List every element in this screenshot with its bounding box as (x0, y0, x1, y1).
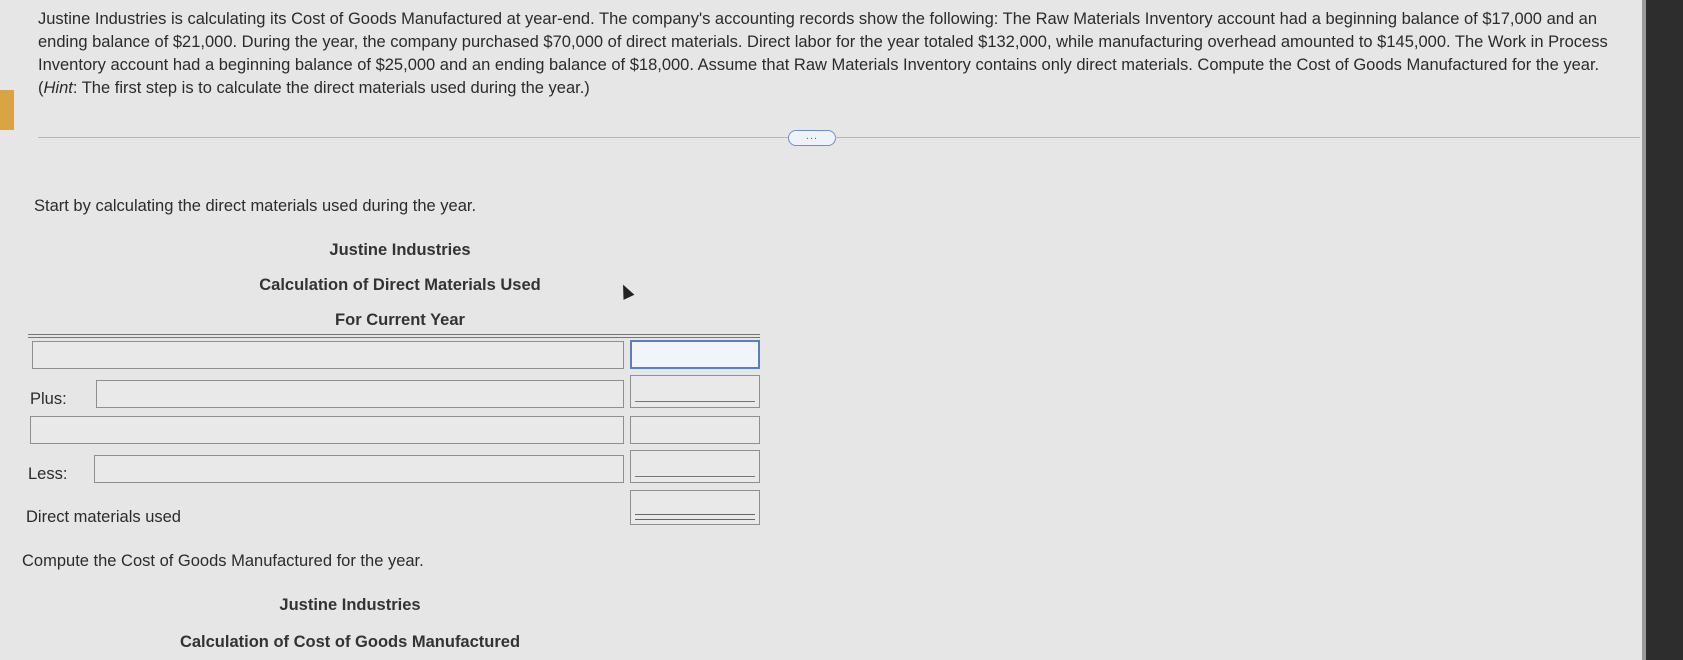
dm-row3-account-field[interactable] (30, 416, 624, 444)
section-divider-left (38, 137, 788, 138)
part1-company-name: Justine Industries (329, 241, 471, 259)
dm-row4-amount-field[interactable] (630, 450, 760, 483)
left-accent-bar (0, 90, 14, 130)
hint-text: : The first step is to calculate the direct materials used during the year.) (72, 79, 590, 97)
hint-label: Hint (43, 79, 73, 97)
direct-materials-used-label: Direct materials used (26, 508, 181, 526)
dm-row2-account-field[interactable] (96, 380, 624, 408)
window-edge (1642, 0, 1683, 660)
part2-report-title: Calculation of Cost of Goods Manufactured (179, 633, 521, 651)
part2-instruction: Compute the Cost of Goods Manufactured for the year. (22, 552, 424, 570)
problem-statement (38, 8, 1630, 100)
header-rule-2 (28, 337, 760, 338)
less-label: Less: (28, 465, 68, 483)
header-rule (28, 334, 760, 335)
dm-row4-account-field[interactable] (94, 455, 624, 483)
dm-row1-account-field[interactable] (32, 341, 624, 369)
part2-company-name: Justine Industries (279, 596, 421, 614)
dm-row1-amount-field[interactable] (630, 340, 760, 369)
part1-instruction: Start by calculating the direct materials used during the year. (34, 197, 477, 215)
show-more-button[interactable]: ... (788, 130, 836, 146)
mouse-pointer-icon (618, 282, 635, 300)
direct-materials-used-amount-field[interactable] (630, 490, 760, 525)
dm-row2-amount-field[interactable] (630, 375, 760, 408)
part1-report-title: Calculation of Direct Materials Used (259, 276, 541, 294)
dm-row3-amount-field[interactable] (630, 416, 760, 444)
section-divider-right (835, 137, 1640, 138)
part1-report-period: For Current Year (335, 311, 465, 329)
plus-label: Plus: (30, 390, 67, 408)
problem-text: Justine Industries is calculating its Cost of Goods Manufactured at year-end. The company's accounting records show the following: The Raw Materials Inventory account had a beginning balance of $17,000 and an ending balance of $21,000. During the year, the company purchased $70,000 of direct materials. Direct labor for the year totaled $132,000, while manufacturing overhead amounted to $145,000. The Work in Process Inventory account had a beginning balance of $25,000 and an ending balance of $18,000. Assume that Raw Materials Inventory contains only direct materials. Compute the Cost of Goods Manufactured for the year. ( (38, 10, 1608, 97)
